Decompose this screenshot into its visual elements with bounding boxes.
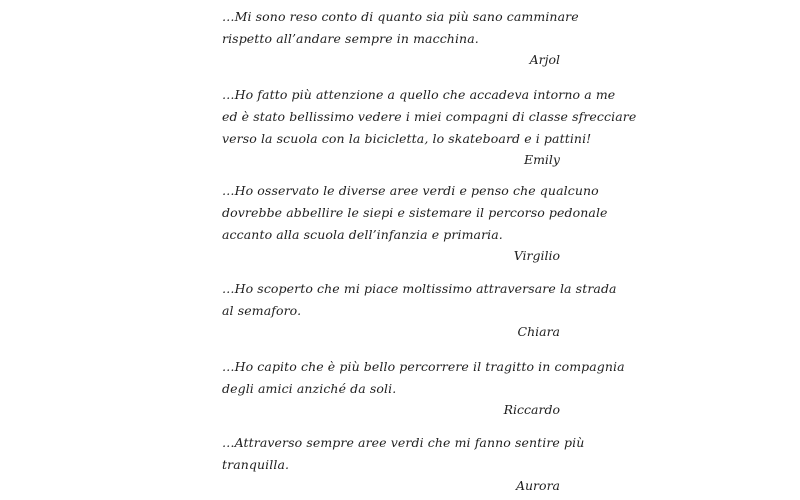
- testimonial-author: Emily: [523, 152, 560, 167]
- testimonial-quote: [222, 180, 608, 246]
- testimonial-quote: [222, 278, 617, 322]
- testimonial-entry: [222, 278, 617, 342]
- quote-line: …Ho osservato le diverse aree verdi e penso che qualcuno: [222, 183, 599, 198]
- testimonial-author: Virgilio: [513, 248, 560, 263]
- testimonial-quote: [222, 432, 585, 476]
- quote-line: al semaforo.: [222, 303, 302, 318]
- testimonial-author: Aurora: [515, 478, 560, 493]
- testimonial-author: Arjol: [529, 52, 560, 67]
- testimonial-author: Chiara: [517, 324, 560, 339]
- testimonial-author: Riccardo: [503, 402, 560, 417]
- testimonial-entry: [222, 356, 625, 420]
- testimonial-quote: [222, 84, 637, 150]
- quote-line: degli amici anziché da soli.: [222, 381, 397, 396]
- quote-line: ed è stato bellissimo vedere i miei compagni di classe sfrecciare: [222, 109, 637, 124]
- testimonial-quote: [222, 6, 579, 50]
- testimonial-entry: [222, 180, 608, 266]
- quote-line: …Ho scoperto che mi piace moltissimo attraversare la strada: [222, 281, 617, 296]
- testimonial-quote: [222, 356, 625, 400]
- quote-line: dovrebbe abbellire le siepi e sistemare il percorso pedonale: [222, 205, 608, 220]
- testimonial-entry: [222, 432, 585, 496]
- quote-line: verso la scuola con la bicicletta, lo skateboard e i pattini!: [222, 131, 592, 146]
- quote-line: …Ho fatto più attenzione a quello che accadeva intorno a me: [222, 87, 616, 102]
- quote-line: …Attraverso sempre aree verdi che mi fanno sentire più: [222, 435, 585, 450]
- testimonial-entry: [222, 84, 637, 170]
- quote-line: accanto alla scuola dell’infanzia e primaria.: [222, 227, 503, 242]
- quote-line: tranquilla.: [222, 457, 290, 472]
- quote-line: …Ho capito che è più bello percorrere il tragitto in compagnia: [222, 359, 625, 374]
- testimonial-entry: [222, 6, 579, 70]
- quote-line: rispetto all’andare sempre in macchina.: [222, 31, 479, 46]
- quote-line: …Mi sono reso conto di quanto sia più sano camminare: [222, 9, 579, 24]
